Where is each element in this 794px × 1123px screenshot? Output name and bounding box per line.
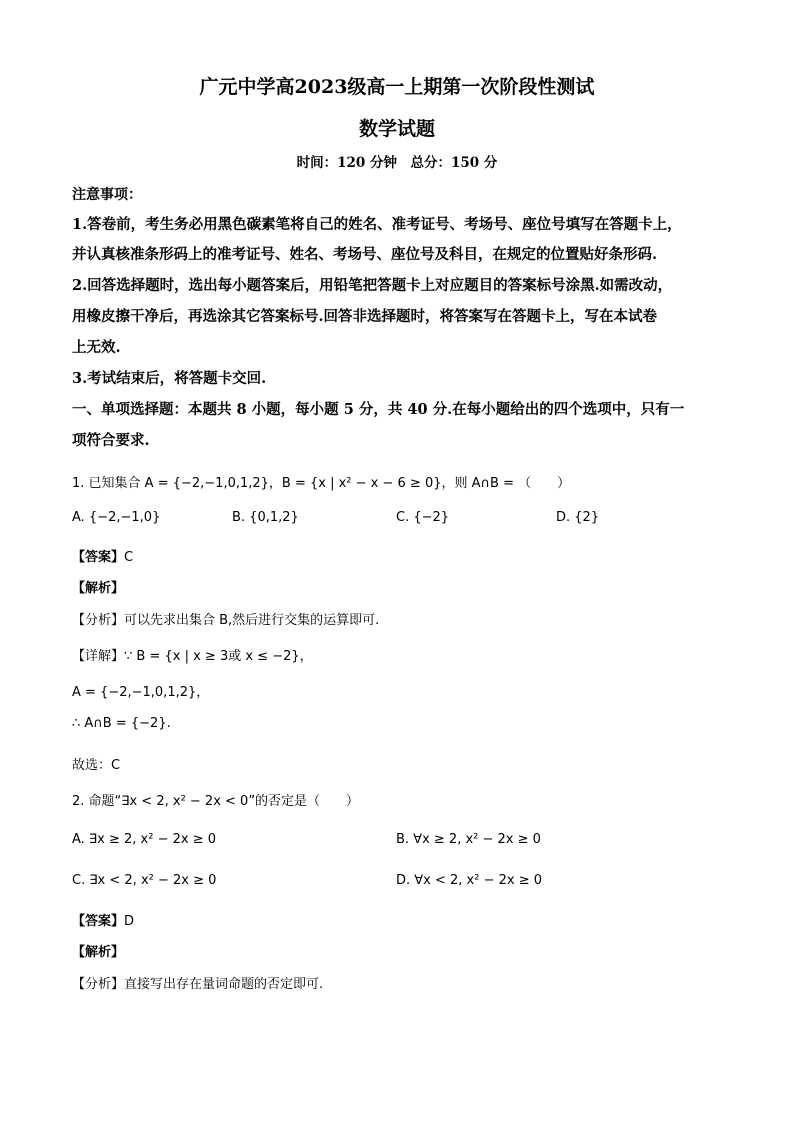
page-title: 广元中学高2023级高一上期第一次阶段性测试: [199, 76, 595, 98]
question-1-answer: [72, 546, 133, 565]
section-1-heading-cont: 项符合要求.: [72, 432, 150, 449]
question-2-option-c: C. ∃x < 2, x² − 2x ≥ 0: [72, 873, 217, 888]
question-1-analysis-label: [72, 577, 124, 596]
answer-label: 【答案】: [72, 550, 125, 565]
time-info: 时间：120 分钟 总分：150 分: [296, 155, 498, 171]
answer-value: D: [124, 914, 135, 929]
question-1-detail-1: 【详解】∵ B = {x | x ≥ 3或 x ≤ −2}，: [72, 649, 313, 664]
question-2-answer: [72, 910, 134, 929]
question-2-option-b: B. ∀x ≥ 2, x² − 2x ≥ 0: [396, 832, 541, 847]
notes-line-1: 1.答卷前，考生务必用黑色碳素笔将自己的姓名、准考证号、考场号、座位号填写在答题卡上，: [72, 216, 682, 233]
analysis-label: 【解析】: [72, 581, 125, 596]
question-1-choice: 故选：C: [72, 758, 121, 773]
question-1-option-a: A. {−2,−1,0}: [72, 510, 161, 525]
question-1-option-d: D. {2}: [556, 510, 600, 525]
notes-line-5: 上无效.: [72, 339, 121, 356]
question-1-detail-3: ∴ A∩B = {−2}.: [72, 716, 171, 731]
answer-label: 【答案】: [72, 914, 125, 929]
notes-line-6: 3.考试结束后，将答题卡交回.: [72, 370, 267, 387]
question-2-stem: 2. 命题“∃x < 2, x² − 2x < 0”的否定是（ ）: [72, 794, 360, 809]
notes-line-3: 2.回答选择题时，选出每小题答案后，用铅笔把答题卡上对应题目的答案标号涂黑.如需改动，: [72, 277, 673, 294]
question-1-analysis-note: 【分析】可以先求出集合 B,然后进行交集的运算即可.: [72, 613, 380, 628]
question-1-option-c: C. {−2}: [396, 510, 450, 525]
answer-value: C: [124, 550, 134, 565]
question-1-detail-2: A = {−2,−1,0,1,2}，: [72, 685, 210, 700]
question-2-option-d: D. ∀x < 2, x² − 2x ≥ 0: [396, 873, 543, 888]
question-2-option-a: A. ∃x ≥ 2, x² − 2x ≥ 0: [72, 832, 216, 847]
notes-line-4: 用橡皮擦干净后，再选涂其它答案标号.回答非选择题时，将答案写在答题卡上，写在本试卷: [72, 308, 658, 325]
analysis-label: 【解析】: [72, 945, 125, 960]
notes-heading: 注意事项：: [72, 187, 142, 203]
section-1-heading: 一、单项选择题：本题共 8 小题，每小题 5 分，共 40 分.在每小题给出的四个选项中，只有一: [72, 401, 685, 418]
notes-line-2: 并认真核准条形码上的准考证号、姓名、考场号、座位号及科目，在规定的位置贴好条形码.: [72, 246, 658, 263]
question-2-analysis-label: [72, 941, 124, 960]
question-1-stem: 1. 已知集合 A = {−2,−1,0,1,2}，B = {x | x² − x − 6 ≥ 0}，则 A∩B = （ ）: [72, 476, 571, 491]
question-1-option-b: B. {0,1,2}: [232, 510, 299, 525]
page-subtitle: 数学试题: [358, 118, 435, 140]
question-2-analysis-note: 【分析】直接写出存在量词命题的否定即可.: [72, 977, 324, 992]
